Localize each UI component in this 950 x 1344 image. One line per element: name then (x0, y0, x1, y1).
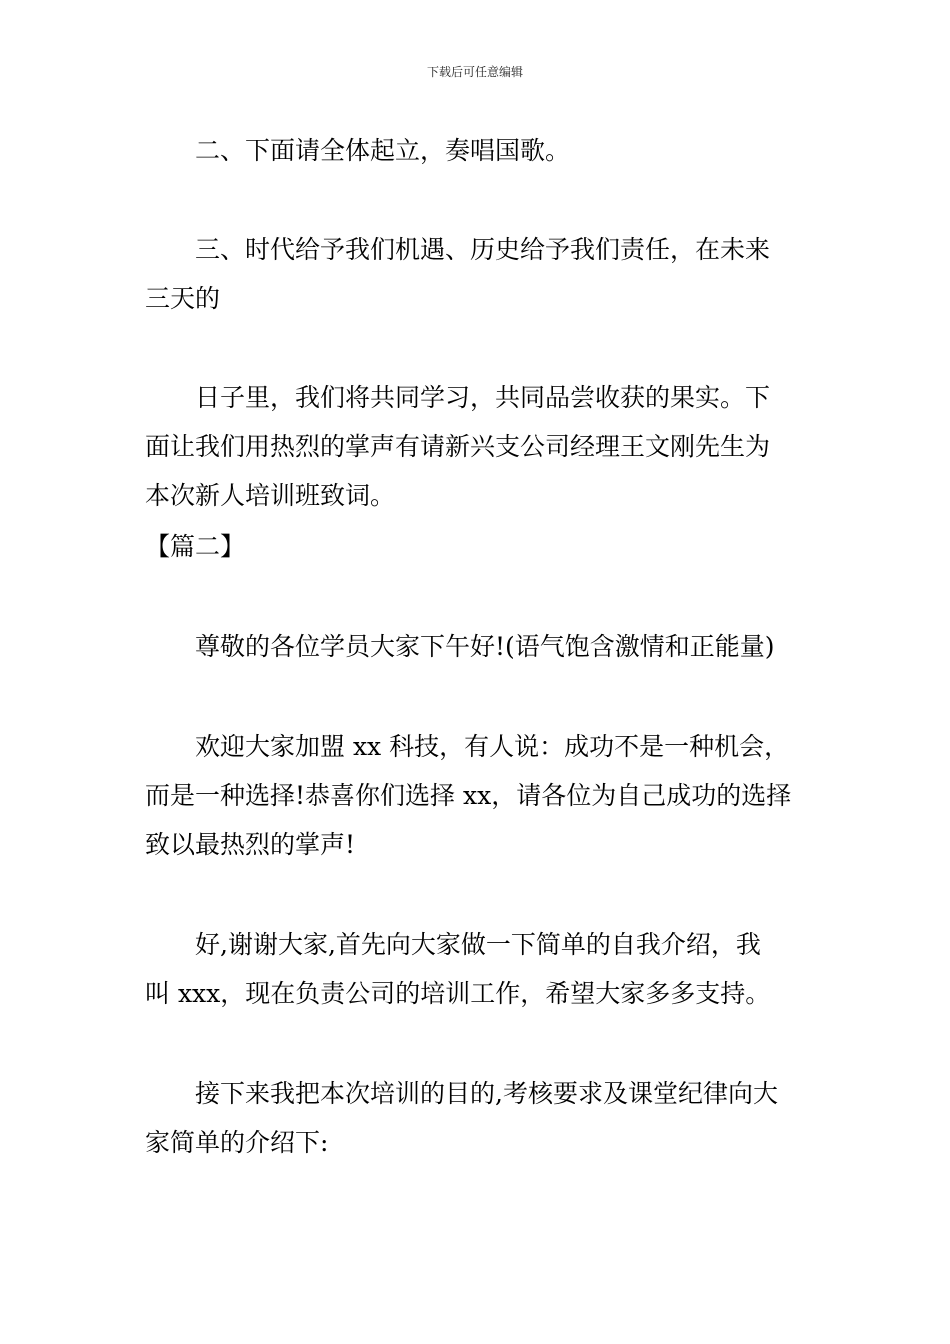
text-line: 尊敬的各位学员大家下午好!(语气饱含激情和正能量) (195, 632, 775, 661)
text-line: 叫 xxx，现在负责公司的培训工作，希望大家多多支持。 (145, 979, 771, 1008)
paragraph-national-anthem (145, 126, 810, 175)
section-heading-part-two (145, 522, 810, 571)
text-line: 家简单的介绍下: (145, 1128, 329, 1157)
paragraph-opportunity (145, 225, 810, 323)
text-line: 【篇二】 (145, 532, 246, 561)
text-line: 本次新人培训班致词。 (145, 481, 396, 510)
text-line: 三、时代给予我们机遇、历史给予我们责任，在未来 (195, 235, 771, 264)
text-line: 好,谢谢大家,首先向大家做一下简单的自我介绍，我 (195, 930, 761, 959)
text-line: 接下来我把本次培训的目的,考核要求及课堂纪律向大 (195, 1079, 778, 1108)
text-line: 致以最热烈的掌声! (145, 830, 356, 859)
paragraph-invitation (145, 373, 810, 520)
text-line: 日子里，我们将共同学习，共同品尝收获的果实。下 (195, 383, 771, 412)
paragraph-greeting (145, 622, 810, 671)
page-header-note: 下载后可任意编辑 (426, 65, 523, 79)
text-line: 而是一种选择!恭喜你们选择 xx，请各位为自己成功的选择 (145, 781, 792, 810)
paragraph-welcome (145, 722, 810, 869)
paragraph-training-goals (145, 1069, 810, 1167)
paragraph-self-intro (145, 920, 810, 1018)
text-line: 欢迎大家加盟 xx 科技，有人说：成功不是一种机会， (195, 732, 790, 761)
text-line: 二、下面请全体起立，奏唱国歌。 (195, 136, 571, 165)
text-line: 三天的 (145, 284, 221, 313)
text-line: 面让我们用热烈的掌声有请新兴支公司经理王文刚先生为 (145, 432, 771, 461)
